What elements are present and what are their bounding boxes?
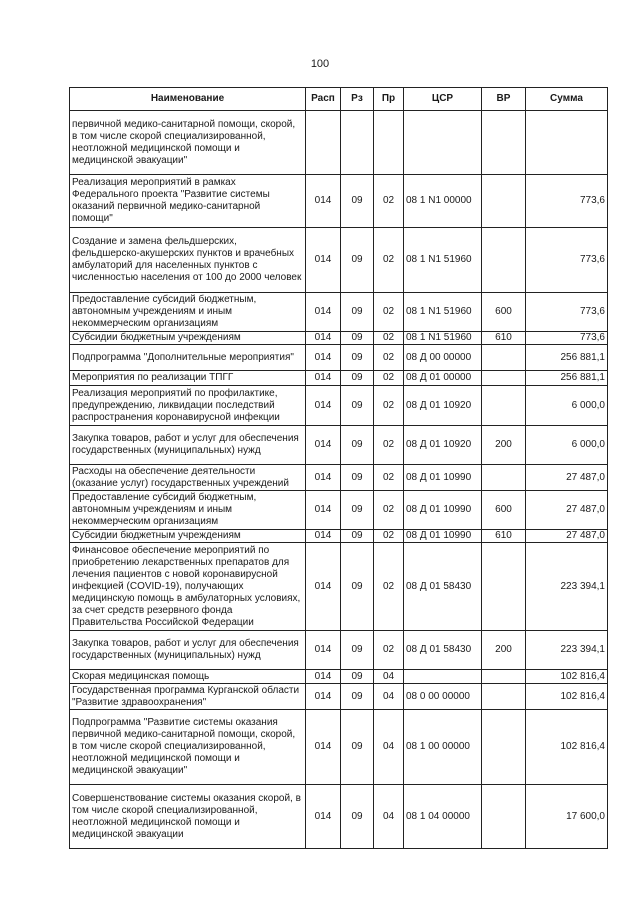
cell-vr: 200 <box>482 631 526 670</box>
column-header-name: Наименование <box>70 88 306 111</box>
cell-csr <box>404 670 482 684</box>
cell-vr <box>482 670 526 684</box>
cell-vr <box>482 785 526 849</box>
cell-rasp: 014 <box>306 426 341 465</box>
cell-sum: 223 394,1 <box>526 543 608 631</box>
budget-table <box>69 87 608 849</box>
cell-csr: 08 Д 01 10990 <box>404 491 482 530</box>
cell-rz: 09 <box>341 386 374 426</box>
cell-sum: 773,6 <box>526 332 608 345</box>
cell-pr: 04 <box>374 670 404 684</box>
cell-sum <box>526 111 608 175</box>
cell-csr: 08 Д 01 00000 <box>404 371 482 386</box>
cell-vr <box>482 175 526 228</box>
cell-vr <box>482 710 526 785</box>
cell-name: Мероприятия по реализации ТПГГ <box>70 371 306 386</box>
cell-pr: 02 <box>374 345 404 371</box>
column-header-pr: Пр <box>374 88 404 111</box>
cell-sum: 6 000,0 <box>526 386 608 426</box>
cell-rasp: 014 <box>306 530 341 543</box>
cell-name: Создание и замена фельдшерских, фельдшерско-акушерских пунктов и врачебных амбулаторий для населенных пунктов с численностью населения от 100 до 2000 человек <box>70 228 306 293</box>
cell-rasp: 014 <box>306 631 341 670</box>
cell-rz: 09 <box>341 543 374 631</box>
cell-csr: 08 Д 01 10990 <box>404 530 482 543</box>
table-row <box>70 332 608 345</box>
cell-rasp: 014 <box>306 371 341 386</box>
table-row <box>70 293 608 332</box>
cell-rz: 09 <box>341 332 374 345</box>
cell-sum: 27 487,0 <box>526 491 608 530</box>
table-row <box>70 670 608 684</box>
table-row <box>70 465 608 491</box>
cell-rz: 09 <box>341 631 374 670</box>
cell-pr: 02 <box>374 426 404 465</box>
cell-rz: 09 <box>341 785 374 849</box>
cell-csr <box>404 111 482 175</box>
cell-pr: 02 <box>374 332 404 345</box>
cell-pr: 04 <box>374 710 404 785</box>
cell-rasp: 014 <box>306 293 341 332</box>
cell-vr: 610 <box>482 530 526 543</box>
cell-rasp: 014 <box>306 491 341 530</box>
cell-rasp: 014 <box>306 684 341 710</box>
cell-vr <box>482 228 526 293</box>
cell-rasp: 014 <box>306 386 341 426</box>
cell-rasp: 014 <box>306 710 341 785</box>
cell-rasp: 014 <box>306 345 341 371</box>
cell-pr: 02 <box>374 491 404 530</box>
cell-sum: 223 394,1 <box>526 631 608 670</box>
cell-rz: 09 <box>341 684 374 710</box>
cell-sum: 773,6 <box>526 175 608 228</box>
table-row <box>70 491 608 530</box>
cell-csr: 08 Д 01 58430 <box>404 631 482 670</box>
column-header-sum: Сумма <box>526 88 608 111</box>
cell-csr: 08 Д 01 58430 <box>404 543 482 631</box>
cell-rz: 09 <box>341 670 374 684</box>
cell-name: Расходы на обеспечение деятельности (оказание услуг) государственных учреждений <box>70 465 306 491</box>
cell-pr: 02 <box>374 293 404 332</box>
table-row <box>70 710 608 785</box>
cell-sum: 17 600,0 <box>526 785 608 849</box>
cell-rasp: 014 <box>306 228 341 293</box>
cell-sum: 256 881,1 <box>526 345 608 371</box>
cell-csr: 08 1 N1 51960 <box>404 293 482 332</box>
cell-name: Субсидии бюджетным учреждениям <box>70 530 306 543</box>
column-header-rz: Рз <box>341 88 374 111</box>
cell-sum: 102 816,4 <box>526 710 608 785</box>
cell-rasp: 014 <box>306 332 341 345</box>
cell-csr: 08 1 04 00000 <box>404 785 482 849</box>
cell-pr: 02 <box>374 530 404 543</box>
cell-sum: 27 487,0 <box>526 530 608 543</box>
cell-csr: 08 0 00 00000 <box>404 684 482 710</box>
cell-rz: 09 <box>341 710 374 785</box>
cell-sum: 102 816,4 <box>526 670 608 684</box>
cell-rz: 09 <box>341 426 374 465</box>
cell-name: Реализация мероприятий по профилактике, предупреждению, ликвидации последствий распространения коронавирусной инфекции <box>70 386 306 426</box>
cell-name: Государственная программа Курганской области "Развитие здравоохранения" <box>70 684 306 710</box>
cell-pr: 02 <box>374 228 404 293</box>
cell-name: Подпрограмма "Развитие системы оказания первичной медико-санитарной помощи, скорой, в том числе скорой специализированной, неотложной медицинской помощи и медицинской эвакуации" <box>70 710 306 785</box>
cell-vr <box>482 111 526 175</box>
cell-name: Предоставление субсидий бюджетным, автономным учреждениям и иным некоммерческим организациям <box>70 293 306 332</box>
cell-pr: 04 <box>374 684 404 710</box>
table-row <box>70 426 608 465</box>
cell-vr: 600 <box>482 293 526 332</box>
cell-csr: 08 1 N1 51960 <box>404 228 482 293</box>
table-row <box>70 684 608 710</box>
cell-pr: 02 <box>374 631 404 670</box>
table-row <box>70 631 608 670</box>
cell-vr <box>482 543 526 631</box>
cell-csr: 08 Д 01 10990 <box>404 465 482 491</box>
cell-vr <box>482 345 526 371</box>
cell-name: Реализация мероприятий в рамках Федерального проекта "Развитие системы оказаний первичной медико-санитарной помощи" <box>70 175 306 228</box>
column-header-csr: ЦСР <box>404 88 482 111</box>
cell-pr: 02 <box>374 175 404 228</box>
table-row <box>70 543 608 631</box>
cell-csr: 08 1 00 00000 <box>404 710 482 785</box>
cell-pr: 02 <box>374 386 404 426</box>
table-row <box>70 386 608 426</box>
cell-rasp: 014 <box>306 465 341 491</box>
cell-vr: 200 <box>482 426 526 465</box>
table-row <box>70 175 608 228</box>
cell-sum: 27 487,0 <box>526 465 608 491</box>
cell-rasp: 014 <box>306 670 341 684</box>
cell-vr: 600 <box>482 491 526 530</box>
cell-csr: 08 Д 00 00000 <box>404 345 482 371</box>
cell-pr: 02 <box>374 465 404 491</box>
cell-rz: 09 <box>341 228 374 293</box>
table-row <box>70 530 608 543</box>
cell-sum: 6 000,0 <box>526 426 608 465</box>
cell-sum: 773,6 <box>526 293 608 332</box>
cell-rasp: 014 <box>306 175 341 228</box>
cell-name: Скорая медицинская помощь <box>70 670 306 684</box>
cell-name: Финансовое обеспечение мероприятий по приобретению лекарственных препаратов для лечения пациентов с новой коронавирусной инфекцией (COVID-19), получающих медицинскую помощь в амбулаторных условиях, за счет средств резервного фонда Правительства Российской Федерации <box>70 543 306 631</box>
cell-name: первичной медико-санитарной помощи, скорой, в том числе скорой специализированной, неотложной медицинской помощи и медицинской эвакуации" <box>70 111 306 175</box>
cell-pr: 02 <box>374 371 404 386</box>
cell-vr: 610 <box>482 332 526 345</box>
table-row <box>70 371 608 386</box>
cell-vr <box>482 386 526 426</box>
cell-pr <box>374 111 404 175</box>
cell-csr: 08 1 N1 00000 <box>404 175 482 228</box>
cell-name: Совершенствование системы оказания скорой, в том числе скорой специализированной, неотложной медицинской помощи и медицинской эвакуации <box>70 785 306 849</box>
cell-rz: 09 <box>341 491 374 530</box>
cell-rz: 09 <box>341 345 374 371</box>
table-header-row <box>70 88 608 111</box>
table-row <box>70 228 608 293</box>
cell-name: Субсидии бюджетным учреждениям <box>70 332 306 345</box>
cell-rz: 09 <box>341 465 374 491</box>
cell-name: Закупка товаров, работ и услуг для обеспечения государственных (муниципальных) нужд <box>70 631 306 670</box>
cell-rasp <box>306 111 341 175</box>
cell-pr: 04 <box>374 785 404 849</box>
cell-vr <box>482 371 526 386</box>
table-row <box>70 345 608 371</box>
cell-csr: 08 Д 01 10920 <box>404 386 482 426</box>
cell-csr: 08 Д 01 10920 <box>404 426 482 465</box>
table-row <box>70 111 608 175</box>
cell-csr: 08 1 N1 51960 <box>404 332 482 345</box>
cell-rz: 09 <box>341 293 374 332</box>
cell-vr <box>482 684 526 710</box>
cell-rz: 09 <box>341 175 374 228</box>
cell-vr <box>482 465 526 491</box>
cell-rasp: 014 <box>306 785 341 849</box>
table-row <box>70 785 608 849</box>
cell-name: Предоставление субсидий бюджетным, автономным учреждениям и иным некоммерческим организациям <box>70 491 306 530</box>
cell-name: Подпрограмма "Дополнительные мероприятия" <box>70 345 306 371</box>
cell-rz: 09 <box>341 530 374 543</box>
page-number: 100 <box>310 58 330 70</box>
cell-rasp: 014 <box>306 543 341 631</box>
cell-rz <box>341 111 374 175</box>
column-header-vr: ВР <box>482 88 526 111</box>
cell-sum: 773,6 <box>526 228 608 293</box>
table-body <box>70 111 608 849</box>
cell-sum: 256 881,1 <box>526 371 608 386</box>
cell-sum: 102 816,4 <box>526 684 608 710</box>
cell-name: Закупка товаров, работ и услуг для обеспечения государственных (муниципальных) нужд <box>70 426 306 465</box>
cell-pr: 02 <box>374 543 404 631</box>
column-header-rasp: Расп <box>306 88 341 111</box>
cell-rz: 09 <box>341 371 374 386</box>
